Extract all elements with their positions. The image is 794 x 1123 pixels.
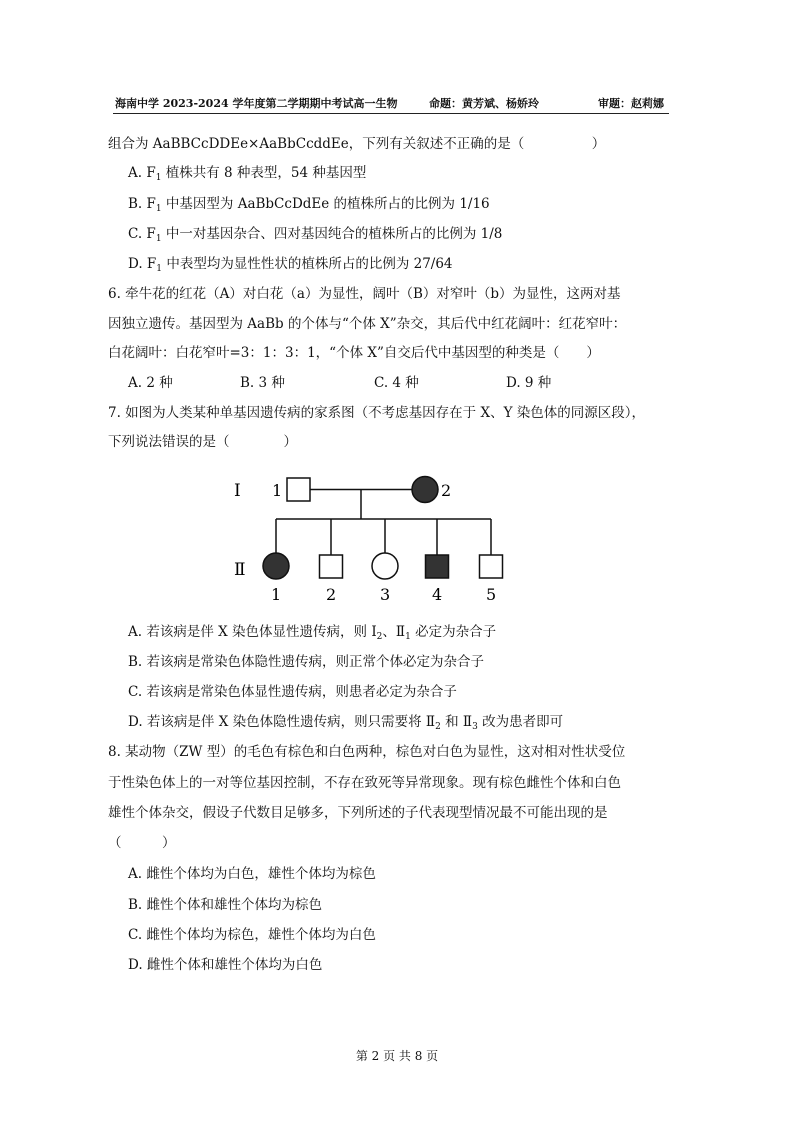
q8-stem-line-2: 于性染色体上的一对等位基因控制，不存在致死等异常现象。现有棕色雌性个体和白色 xyxy=(108,775,621,791)
q6-option-b: B. 3 种 xyxy=(240,375,285,391)
page-number: 第 2 页 共 8 页 xyxy=(355,1049,439,1063)
q6-option-c: C. 4 种 xyxy=(374,375,419,391)
gen2-male-2-unaffected xyxy=(320,555,343,578)
gen2-female-1-affected xyxy=(263,553,289,579)
q6-stem-line-3: 白花阔叶：白花窄叶=3：1：3：1，“个体 X”自交后代中基因型的种类是（ ） xyxy=(108,345,600,361)
gen2-male-5-unaffected xyxy=(480,555,503,578)
generation-1-label: Ⅰ xyxy=(234,481,241,501)
q5-option-b: B. $F_1$ 中基因型为 AaBbCcDdEe 的植株所占的比例为 1/16 xyxy=(128,196,490,214)
q5-option-c: C. $F_1$ 中一对基因杂合、四对基因纯合的植株所占的比例为 1/8 xyxy=(128,226,503,244)
q8-stem-line-3: 雄性个体杂交，假设子代数目足够多，下列所述的子代表现型情况最不可能出现的是 xyxy=(108,805,608,821)
q8-stem-line-4: （ ） xyxy=(108,835,176,851)
page-header xyxy=(113,93,669,114)
q6-stem-line-1: 6. 牵牛花的红花（A）对白花（a）为显性，阔叶（B）对窄叶（b）为显性，这两对基 xyxy=(108,286,621,302)
gen2-number-2: 2 xyxy=(326,585,337,604)
q5-stem: 组合为 AaBBCcDDEe×AaBbCcddEe，下列有关叙述不正确的是（ ） xyxy=(108,136,606,152)
q6-stem-line-2: 因独立遗传。基因型为 AaBb 的个体与“个体 X”杂交，其后代中红花阔叶：红花窄叶： xyxy=(108,316,627,332)
q8-stem-line-1: 8. 某动物（ZW 型）的毛色有棕色和白色两种，棕色对白色为显性，这对相对性状受位 xyxy=(108,744,626,760)
header-school: 海南中学 2023-2024 学年度第二学期期中考试高一生物 xyxy=(115,97,398,110)
generation-2-label: Ⅱ xyxy=(234,560,246,580)
gen1-number-1: 1 xyxy=(272,481,283,500)
q7-option-d: D. 若该病是伴 X 染色体隐性遗传病，则只需要将 $Ⅱ_2$ 和 $Ⅱ_3$ 改为患者即可 xyxy=(128,714,564,732)
gen2-number-1: 1 xyxy=(271,585,282,604)
q7-stem-line-2: 下列说法错误的是（ ） xyxy=(108,434,297,450)
gen2-number-5: 5 xyxy=(486,585,497,604)
q5-option-d: D. $F_1$ 中表型均为显性性状的植株所占的比例为 27/64 xyxy=(128,256,453,274)
q6-option-d: D. 9 种 xyxy=(506,375,552,391)
gen1-male-1-unaffected xyxy=(287,478,310,501)
gen2-number-4: 4 xyxy=(432,585,443,604)
q7-option-c: C. 若该病是常染色体显性遗传病，则患者必定为杂合子 xyxy=(128,684,457,700)
q8-option-c: C. 雌性个体均为棕色，雄性个体均为白色 xyxy=(128,927,376,943)
q5-option-a: A. $F_1$ 植株共有 8 种表型，54 种基因型 xyxy=(128,165,367,183)
q7-stem-line-1: 7. 如图为人类某种单基因遗传病的家系图（不考虑基因存在于 X、Y 染色体的同源区段）， xyxy=(108,405,646,421)
gen2-female-3-unaffected xyxy=(372,553,398,579)
q8-option-d: D. 雌性个体和雄性个体均为白色 xyxy=(128,957,323,973)
gen1-number-2: 2 xyxy=(441,481,452,500)
header-reviewer: 审题：赵莉娜 xyxy=(598,97,664,110)
q6-option-a: A. 2 种 xyxy=(128,375,173,391)
q7-option-b: B. 若该病是常染色体隐性遗传病，则正常个体必定为杂合子 xyxy=(128,654,485,670)
header-authors: 命题：黄芳斌、杨娇玲 xyxy=(429,97,539,110)
q8-option-a: A. 雌性个体均为白色，雄性个体均为棕色 xyxy=(128,866,376,882)
gen1-female-2-affected xyxy=(412,477,438,503)
pedigree-chart xyxy=(220,468,530,608)
q7-option-a: A. 若该病是伴 X 染色体显性遗传病，则 $Ⅰ_2$、$Ⅱ_1$ 必定为杂合子 xyxy=(128,624,497,642)
gen2-male-4-affected xyxy=(426,555,449,578)
q8-option-b: B. 雌性个体和雄性个体均为棕色 xyxy=(128,897,323,913)
gen2-number-3: 3 xyxy=(380,585,391,604)
